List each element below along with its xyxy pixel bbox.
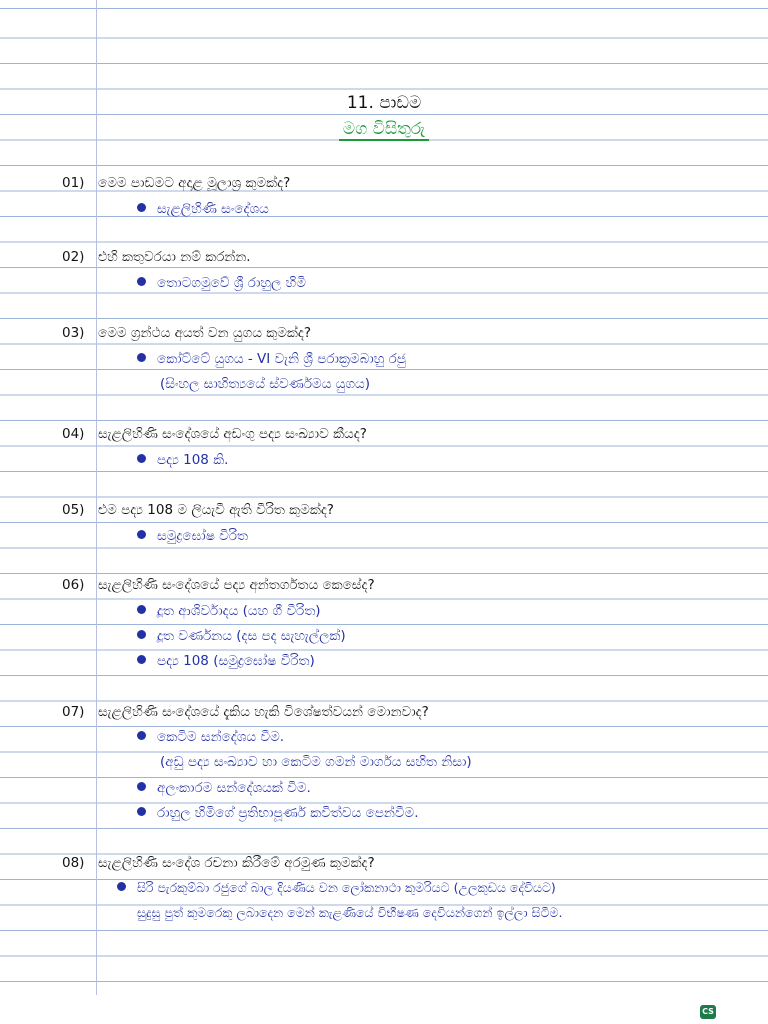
answer-text: පද්‍ය 108 (සමුද්‍රඝෝෂ වීරිත) <box>157 653 315 669</box>
question-1 <box>62 173 290 193</box>
answer-text: කෙටිම සන්දේශය වීම. <box>157 729 285 745</box>
question-text: මෙම පාඩමට අදාළ මූලාශ්‍ර කුමක්ද? <box>98 175 291 191</box>
lesson-title-text: මග විසිතුරු <box>339 119 429 141</box>
answer-note <box>160 752 472 772</box>
bullet-icon <box>137 605 146 614</box>
question-text: සැළලිහිණි සංදේශයේ දැකිය හැකි විශේෂත්වයන් මොනවාද? <box>98 704 429 720</box>
answer-item <box>137 349 406 369</box>
question-6 <box>62 575 375 595</box>
bullet-icon <box>137 807 146 816</box>
answer-text: දූත වර්ණනය (දස පද සැහැල්ලක්) <box>157 628 346 644</box>
question-text: සැළලිහිණි සංදේශයේ පද්‍ය අන්තර්ගතය කෙසේද? <box>98 577 375 593</box>
question-4 <box>62 424 367 444</box>
answer-text: සමුද්‍රඝෝෂ වීරිත <box>157 528 249 544</box>
bullet-icon <box>137 203 146 212</box>
question-number: 02) <box>62 249 85 265</box>
answer-item <box>137 450 228 470</box>
question-2 <box>62 247 251 267</box>
question-text: මෙම ග්‍රන්ථය අයත් වන යුගය කුමක්ද? <box>98 325 312 341</box>
bullet-icon <box>137 630 146 639</box>
answer-item <box>137 803 419 823</box>
answer-text: තොටගමුවේ ශ්‍රී රාහුල හිමි <box>157 275 306 291</box>
answer-item <box>137 651 315 671</box>
question-3 <box>62 323 311 343</box>
answer-item <box>137 526 248 546</box>
question-number: 07) <box>62 704 85 720</box>
answer-item <box>117 878 556 898</box>
page-footer-area <box>0 995 768 1024</box>
lesson-number: 11. පාඩම <box>346 93 422 113</box>
bullet-icon <box>137 655 146 664</box>
bullet-icon <box>137 353 146 362</box>
question-5 <box>62 500 334 520</box>
answer-note <box>137 903 562 923</box>
bullet-icon <box>137 454 146 463</box>
question-number: 03) <box>62 325 85 341</box>
bullet-icon <box>137 277 146 286</box>
margin-line <box>96 0 97 995</box>
bullet-icon <box>137 530 146 539</box>
question-7 <box>62 702 429 722</box>
answer-text: සුදුසු පුත් කුමරෙකු ලබාදෙන මෙන් කැළණියේ විභීෂණ දෙවියන්ගෙන් ඉල්ලා සිටීම. <box>137 905 563 920</box>
answer-text: සැළලිහිණි සංදේශය <box>157 201 269 217</box>
answer-item <box>137 727 284 747</box>
question-number: 05) <box>62 502 85 518</box>
answer-text: කෝට්ටේ යුගය - VI වැනි ශ්‍රී පරාක්‍රමබාහු රජු <box>157 351 406 367</box>
question-text: සැළලිහිණි සංදේශයේ අඩංගු පද්‍ය සංඛ්‍යාව කීයද? <box>98 426 367 442</box>
question-number: 04) <box>62 426 85 442</box>
question-8 <box>62 853 375 873</box>
answer-text: රාහුල හිමිගේ ප්‍රතිභාපූර්ණ කවිත්වය පෙන්වීම. <box>157 805 419 821</box>
bullet-icon <box>137 731 146 740</box>
question-text: එහි කතුවරයා නම් කරන්න. <box>98 249 251 265</box>
question-number: 01) <box>62 175 85 191</box>
answer-text: පද්‍ය 108 කි. <box>157 452 229 468</box>
lesson-title <box>0 117 768 141</box>
bullet-icon <box>137 782 146 791</box>
bullet-icon <box>117 882 126 891</box>
answer-item <box>137 626 346 646</box>
question-number: 08) <box>62 855 85 871</box>
answer-text: සිරි පැරකුම්බා රජුගේ බාල දියණිය වන ලෝකනාථා කුමරියට (උලකුඩය දේවියට) <box>137 880 556 895</box>
question-number: 06) <box>62 577 85 593</box>
answer-text: (සිංහල සාහිත්‍යයේ ස්වර්ණමය යුගය) <box>160 376 371 392</box>
answer-item <box>137 601 321 621</box>
answer-item <box>137 778 311 798</box>
answer-text: (අඩු පද්‍ය සංඛ්‍යාව හා කෙටිම ගමන් මාර්ගය සහිත නිසා) <box>160 754 472 770</box>
answer-note <box>160 374 370 394</box>
camscanner-logo-icon: CS <box>700 1005 716 1019</box>
question-text: එම පද්‍ය 108 ම ලියැවී ඇති වීරිත කුමක්ද? <box>98 502 334 518</box>
answer-item <box>137 273 306 293</box>
answer-text: අලංකාරම සන්දේශයක් වීම. <box>157 780 311 796</box>
answer-item <box>137 199 269 219</box>
answer-text: දූත ආශිර්වාදය (යහ ගී වීරිත) <box>157 603 321 619</box>
question-text: සැළලිහිණි සංදේශ රචනා කිරීමේ අරමුණ කුමක්ද? <box>98 855 375 871</box>
